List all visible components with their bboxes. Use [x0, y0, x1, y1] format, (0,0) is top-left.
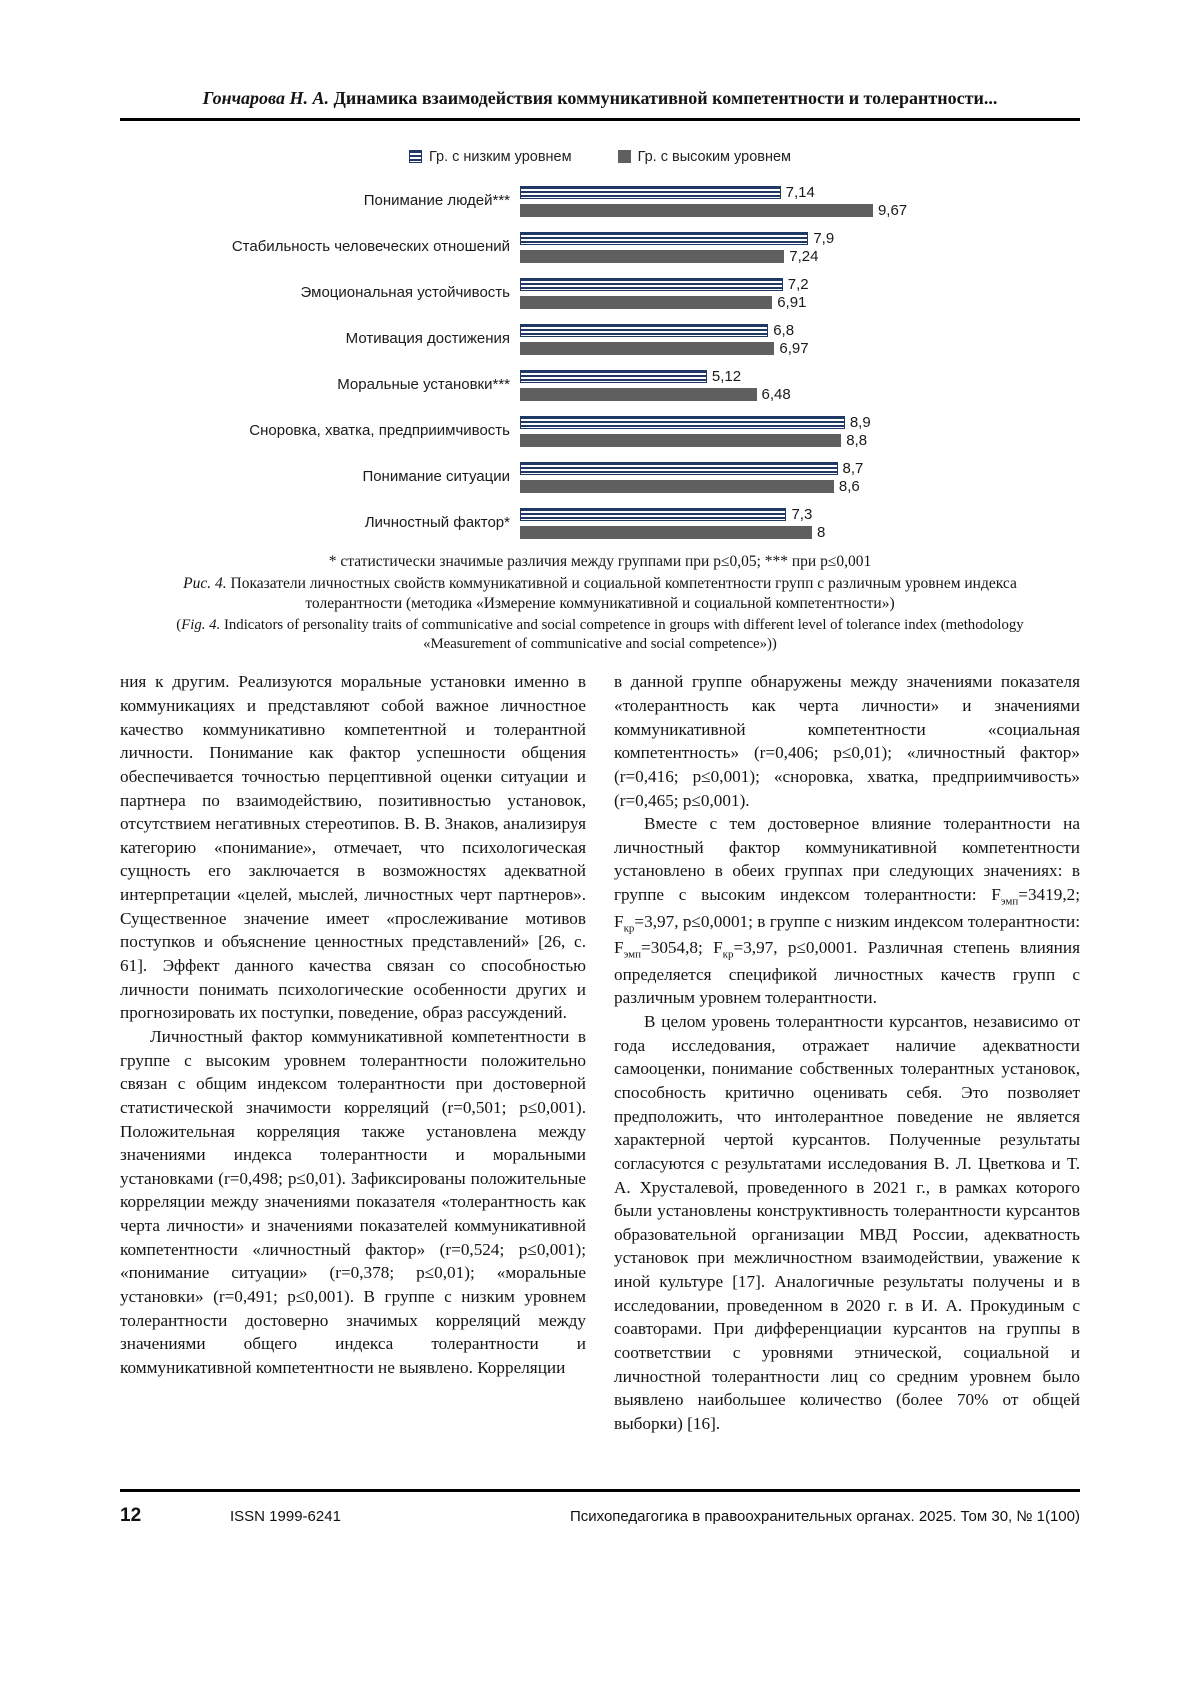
figure-caption-en-prefix: (	[176, 616, 182, 633]
bar-line	[520, 525, 885, 540]
bar-line	[520, 507, 885, 522]
chart-row	[220, 415, 980, 448]
paragraph: ния к другим. Реализуются моральные установки именно в коммуникациях и представляют собой важное личностное качество коммуникативно компетентной и толерантной личности. Понимание как фактор успешности общения обеспечивается точностью перцептивной оценки ситуации и партнера по взаимодействию, позитивностью установок, отсутствием негативных стереотипов. В. В. Знаков, анализируя категорию «понимание», отмечает, что психологическая сущность его заключается в возможностях адекватной интерпретации «целей, мыслей, личностных черт партнеров». Существенное значение имеет «прослеживание мотивов поступков и объяснение ценностных представлений» [26, с. 61]. Эффект данного качества связан со способностью личности понимать психологические особенности других и прогнозировать их поступки, поведение, образ рассуждений.	[120, 672, 586, 1023]
running-head-author: Гончарова Н. А.	[202, 88, 329, 108]
header-rule	[120, 118, 1080, 121]
bar-low-group	[520, 232, 808, 245]
bar-line	[520, 387, 885, 402]
chart-row	[220, 231, 980, 264]
figure-4	[120, 149, 1080, 655]
paragraph: в данной группе обнаружены между значениями показателя «толерантность как черта личности» и значениями коммуникативной компетентности «социальная компетентность» (r=0,406; p≤0,01); «личностный фактор» (r=0,416; p≤0,001); «сноровка, хватка, предприимчивость» (r=0,465; p≤0,001).	[614, 672, 1080, 810]
legend-swatch-low-icon	[409, 150, 422, 163]
bar-line	[520, 369, 885, 384]
bar-group	[520, 277, 885, 310]
value-label: 8,7	[842, 459, 864, 477]
bar-line	[520, 433, 885, 448]
bar-group	[520, 369, 885, 402]
category-label: Личностный фактор*	[364, 514, 510, 532]
value-label: 5,12	[711, 367, 742, 385]
bar-high-group	[520, 526, 812, 539]
figure-caption-en-text: Indicators of personality traits of communicative and social competence in groups with different level of tolerance index (methodology «Measurement of communicative and social competence»))	[220, 616, 1024, 653]
paragraph: Вместе с тем достоверное влияние толерантности на личностный фактор коммуникативной компетентности установлено в обеих группах при следующих значениях: в группе с высоким индексом толерантности: $F_{эмп}=3419,2$; $F_{кр}=3,97$, p≤0,0001; в группе с низким индексом толерантности: $F_{эмп}=3054,8$; $F_{кр}=3,97$, p≤0,0001. Различная степень влияния определяется спецификой личностных качеств групп с различным уровнем толерантности.	[614, 814, 1080, 1008]
bar-group	[520, 507, 885, 540]
legend-label-low: Гр. с низким уровнем	[428, 148, 572, 165]
bar-high-group	[520, 480, 834, 493]
value-label: 9,67	[877, 201, 908, 219]
category-label: Сноровка, хватка, предприимчивость	[249, 422, 510, 440]
bar-line	[520, 323, 885, 338]
chart-row	[220, 323, 980, 356]
bar-line	[520, 295, 885, 310]
journal-line: Психопедагогика в правоохранительных органах. 2025. Том 30, № 1(100)	[569, 1508, 1080, 1525]
left-column	[120, 670, 586, 1435]
figure-caption-ru-label: Рис. 4.	[183, 574, 227, 592]
chart-row	[220, 277, 980, 310]
figure-caption-ru-text: Показатели личностных свойств коммуникативной и социальной компетентности групп с различным уровнем индекса толерантности (методика «Измерение коммуникативной и социальной компетентности»)	[226, 574, 1017, 612]
bar-group	[520, 231, 885, 264]
bar-low-group	[520, 462, 838, 475]
bar-line	[520, 415, 885, 430]
chart-row	[220, 185, 980, 218]
value-label: 8,9	[849, 413, 871, 431]
chart-rows	[220, 185, 980, 540]
value-label: 6,8	[773, 321, 795, 339]
bar-line	[520, 479, 885, 494]
right-column	[614, 670, 1080, 1435]
running-head	[120, 88, 1080, 110]
legend-item-high	[618, 149, 791, 165]
chart-row	[220, 461, 980, 494]
value-label: 7,9	[813, 229, 835, 247]
value-label: 6,48	[761, 385, 791, 403]
legend-label-high: Гр. с высоким уровнем	[637, 148, 792, 165]
value-label: 7,3	[791, 505, 813, 523]
page-number: 12	[120, 1505, 142, 1526]
category-label: Мотивация достижения	[345, 330, 510, 348]
bar-line	[520, 201, 908, 219]
chart-row	[220, 507, 980, 540]
bar-high-group	[520, 434, 841, 447]
figure-note: * статистически значимые различия между группами при p≤0,05; *** при p≤0,001	[328, 552, 872, 570]
bar-group	[520, 183, 908, 219]
bar-low-group	[520, 278, 783, 291]
category-label: Понимание ситуации	[362, 468, 510, 486]
value-label: 8,6	[838, 477, 860, 495]
category-label: Понимание людей***	[363, 192, 510, 210]
figure-caption-en-label: Fig. 4.	[181, 616, 221, 633]
bar-high-group	[520, 250, 784, 263]
paragraph: Личностный фактор коммуникативной компетентности в группе с высоким уровнем толерантности положительно связан с общим индексом толерантности при достоверной статистической значимости корреляций (r=0,501; p≤0,001). Положительная корреляция также установлена между значениями индекса толерантности и моральными установками (r=0,498; p≤0,01). Зафиксированы положительные корреляции между значениями показателя «толерантность как черта личности» и значениями показателей коммуникативной компетентности «личностный фактор» (r=0,524; p≤0,001); «понимание ситуации» (r=0,378; p≤0,01); «моральные установки» (r=0,491; p≤0,001). В группе с низким уровнем толерантности достоверно значимых корреляций между значениями общего индекса толерантности и коммуникативной компетентности не выявлено. Корреляции	[120, 1026, 586, 1377]
legend-item-low	[409, 149, 572, 165]
value-label: 8,8	[846, 431, 868, 449]
bar-line	[520, 249, 885, 264]
category-label: Стабильность человеческих отношений	[231, 238, 510, 256]
value-label: 8	[817, 523, 826, 541]
bar-line	[520, 277, 885, 292]
footer	[120, 1492, 1080, 1527]
bar-line	[520, 341, 885, 356]
bar-low-group	[520, 186, 781, 199]
bar-group	[520, 461, 885, 494]
value-label: 7,14	[785, 183, 815, 201]
legend-swatch-high-icon	[618, 150, 631, 163]
category-label: Эмоциональная устойчивость	[300, 284, 510, 302]
chart-legend	[120, 149, 1080, 165]
bar-high-group	[520, 204, 873, 217]
category-label: Моральные установки***	[337, 376, 510, 394]
bar-low-group	[520, 416, 845, 429]
bar-group	[520, 415, 885, 448]
value-label: 6,97	[779, 339, 809, 357]
chart-row	[220, 369, 980, 402]
figure-caption-en	[120, 616, 1080, 654]
bar-low-group	[520, 324, 768, 337]
running-head-title: Динамика взаимодействия коммуникативной компетентности и толерантности...	[328, 88, 998, 108]
paragraph: В целом уровень толерантности курсантов, независимо от года исследования, отражает наличие адекватности самооценки, понимание собственных толерантных установок, способность критично оценивать себя. Это позволяет предположить, что интолерантное поведение не является характерной чертой курсантов. Полученные результаты согласуются с результатами исследования В. Л. Цветкова и Т. А. Хрусталевой, проведенного в 2021 г., в рамках которого были установлены конструктивность толерантности курсантов образовательной организации МВД России, адекватность установок при межличностном взаимодействии, уважение к иной культуре [17]. Аналогичные результаты получены и в исследовании, проведенном в 2020 г. в И. А. Прокудиным с соавторами. При дифференциации курсантов на группы в соответствии с уровнями этнической, социальной и личностной толерантности лиц со средним уровнем было выявлено наибольшее количество (более 70% от общей выборки) [16].	[614, 1012, 1080, 1433]
bar-line	[520, 185, 885, 200]
figure-caption-ru	[120, 574, 1080, 614]
value-label: 6,91	[777, 293, 807, 311]
body-columns	[120, 670, 1080, 1435]
bar-group	[520, 323, 885, 356]
bar-high-group	[520, 388, 757, 401]
bar-line	[520, 231, 885, 246]
issn: ISSN 1999-6241	[230, 1508, 341, 1525]
value-label: 7,2	[787, 275, 809, 293]
bar-line	[520, 461, 885, 476]
bar-low-group	[520, 508, 786, 521]
value-label: 7,24	[789, 247, 819, 265]
bar-high-group	[520, 342, 774, 355]
bar-low-group	[520, 370, 707, 383]
bar-high-group	[520, 296, 772, 309]
